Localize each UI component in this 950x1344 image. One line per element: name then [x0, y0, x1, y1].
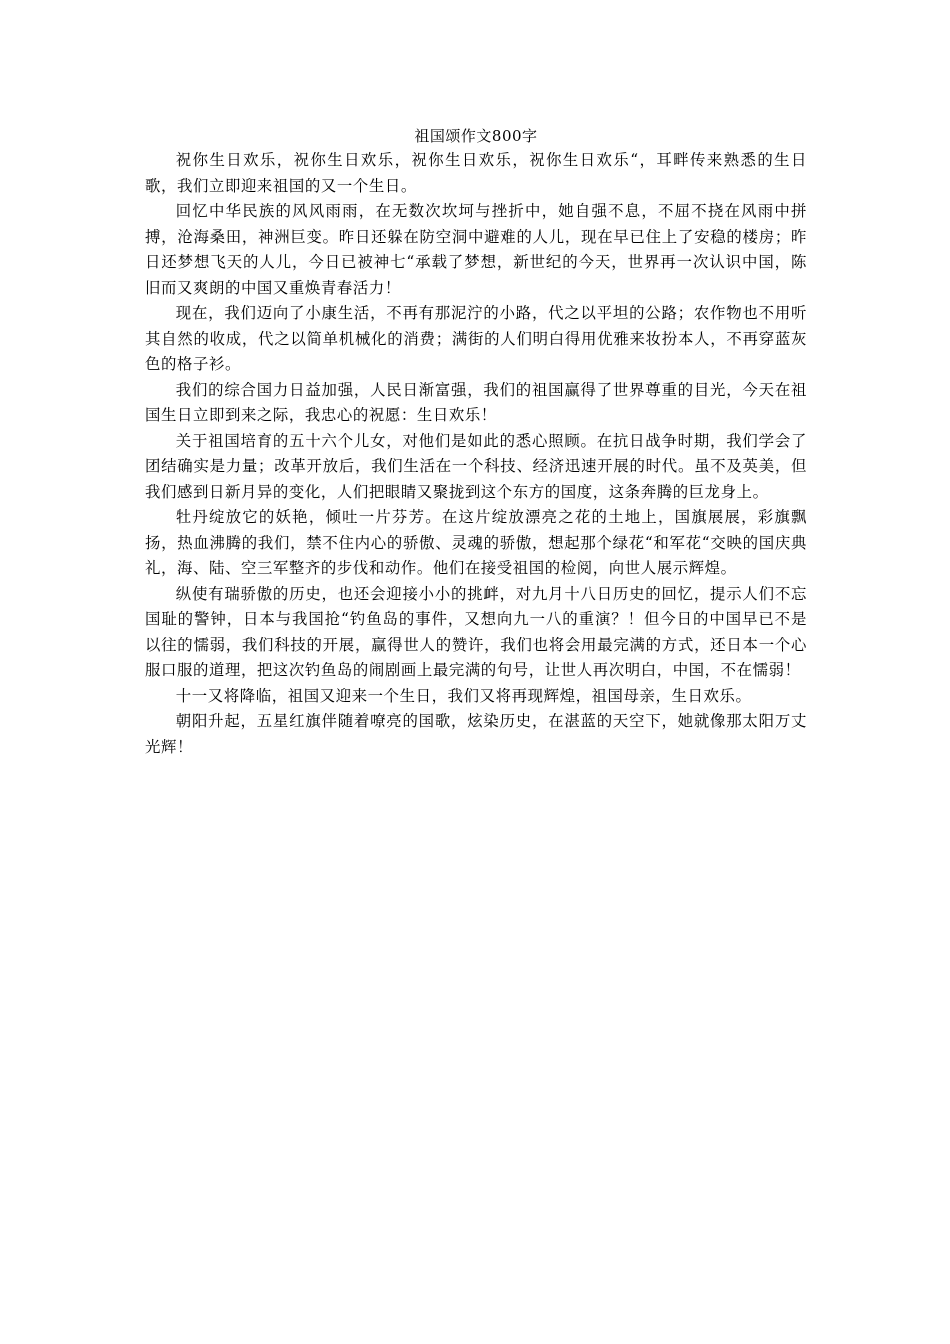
paragraph-9: 朝阳升起，五星红旗伴随着嘹亮的国歌，炫染历史，在湛蓝的天空下，她就像那太阳万丈光辉！ — [145, 712, 807, 756]
paragraph-1: 祝你生日欢乐，祝你生日欢乐，祝你生日欢乐，祝你生日欢乐“，耳畔传来熟悉的生日歌，我们立即迎来祖国的又一个生日。 — [145, 151, 807, 195]
paragraph-8: 十一又将降临，祖国又迎来一个生日，我们又将再现辉煌，祖国母亲，生日欢乐。 — [175, 686, 752, 705]
paragraph-5: 关于祖国培育的五十六个儿女，对他们是如此的悉心照顾。在抗日战争时期，我们学会了团结确实是力量；改革开放后，我们生活在一个科技、经济迅速开展的时代。虽不及英美，但我们感到日新月异的变化，人们把眼睛又聚拢到这个东方的国度，这条奔腾的巨龙身上。 — [145, 431, 807, 501]
paragraph-2: 回忆中华民族的风风雨雨，在无数次坎坷与挫折中，她自强不息，不屈不挠在风雨中拼搏，沧海桑田，神洲巨变。昨日还躲在防空洞中避难的人儿，现在早已住上了安稳的楼房；昨日还梦想飞天的人儿，今日已被神七“承载了梦想，新世纪的今天，世界再一次认识中国，陈旧而又爽朗的中国又重焕青春活力！ — [145, 202, 807, 297]
paragraph-6: 牡丹绽放它的妖艳，倾吐一片芬芳。在这片绽放漂亮之花的土地上，国旗展展，彩旗飘扬，热血沸腾的我们，禁不住内心的骄傲、灵魂的骄傲，想起那个绿花“和军花“交映的国庆典礼，海、陆、空三军整齐的步伐和动作。他们在接受祖国的检阅，向世人展示辉煌。 — [145, 508, 807, 577]
paragraph-3: 现在，我们迈向了小康生活，不再有那泥泞的小路，代之以平坦的公路；农作物也不用听其自然的收成，代之以简单机械化的消费；满街的人们明白得用优雅来妆扮本人，不再穿蓝灰色的格子衫。 — [145, 304, 807, 373]
paragraph-4: 我们的综合国力日益加强，人民日渐富强，我们的祖国赢得了世界尊重的目光，今天在祖国生日立即到来之际，我忠心的祝愿：生日欢乐！ — [145, 380, 807, 424]
document-body — [145, 124, 807, 760]
document-title: 祖国颂作文800字 — [414, 127, 538, 145]
paragraph-7: 纵使有瑞骄傲的历史，也还会迎接小小的挑衅，对九月十八日历史的回忆，提示人们不忘国耻的警钟，日本与我国抢“钓鱼岛的事件，又想向九一八的重演？！但今日的中国早已不是以往的懦弱，我们科技的开展，赢得世人的赞许，我们也将会用最完满的方式，还日本一个心服口服的道理，把这次钓鱼岛的闹剧画上最完满的句号，让世人再次明白，中国，不在懦弱！ — [145, 584, 807, 679]
